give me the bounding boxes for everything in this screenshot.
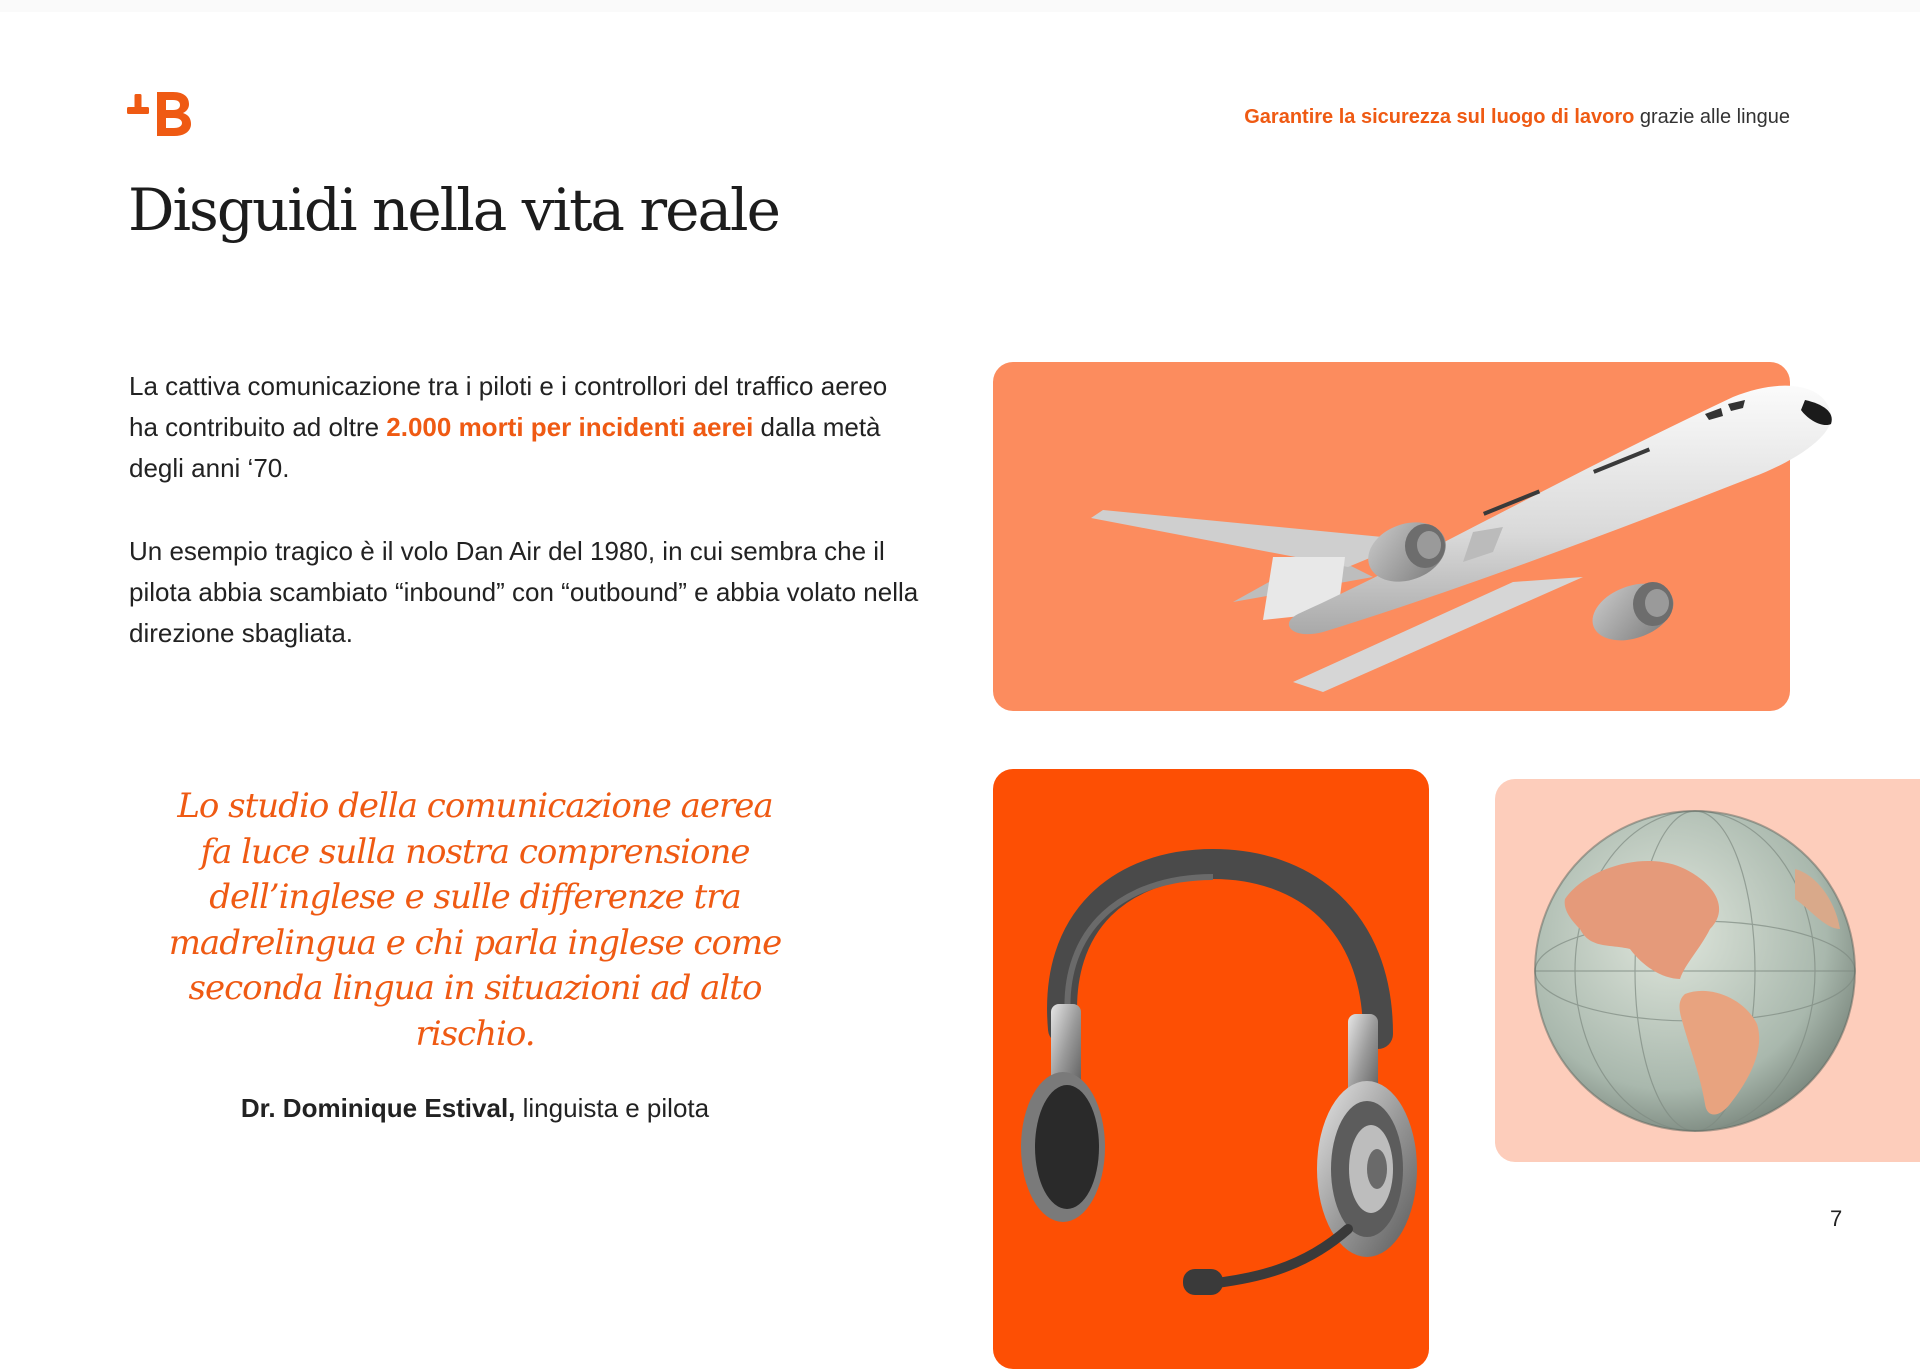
example-paragraph: Un esempio tragico è il volo Dan Air del 1980, in cui sembra che il pilota abbia scambiato “inbound” con “outbound” e abbia volato nella direzione sbagliata. — [129, 536, 919, 648]
globe-illustration — [1495, 779, 1920, 1162]
plus-b-logo — [127, 86, 197, 136]
intro-text-before: La cattiva comunicazione tra i piloti e i controllori del traffico aereo ha contribuito ad oltre — [129, 371, 888, 442]
airplane-image-card — [993, 362, 1790, 711]
headset-illustration — [993, 769, 1429, 1369]
pull-quote: Lo studio della comunicazione aerea fa luce sulla nostra comprensione dell’inglese e sulle differenze tra madrelingua e chi parla inglese come seconda lingua in situazioni ad alto rischio. — [168, 786, 782, 1054]
top-divider — [0, 0, 1920, 12]
header-subtitle-accent: Garantire la sicurezza sul luogo di lavoro — [1244, 106, 1635, 128]
intro-text-after: dalla metà degli anni ‘70. — [129, 412, 881, 483]
quote-author-role: linguista e pilota — [515, 1093, 710, 1123]
intro-highlight: 2.000 morti per incidenti aerei — [386, 412, 754, 442]
globe-image-card — [1495, 779, 1920, 1162]
airplane-illustration — [993, 362, 1853, 711]
headset-image-card — [993, 769, 1429, 1369]
quote-author: Dr. Dominique Estival, — [240, 1093, 516, 1123]
intro-paragraph — [129, 366, 919, 489]
header-subtitle-rest: grazie alle lingue — [1634, 106, 1790, 128]
page-number: 7 — [1830, 1206, 1843, 1231]
header-subtitle — [1244, 106, 1790, 129]
page-title: Disguidi nella vita reale — [128, 176, 779, 244]
quote-attribution — [160, 1093, 790, 1124]
